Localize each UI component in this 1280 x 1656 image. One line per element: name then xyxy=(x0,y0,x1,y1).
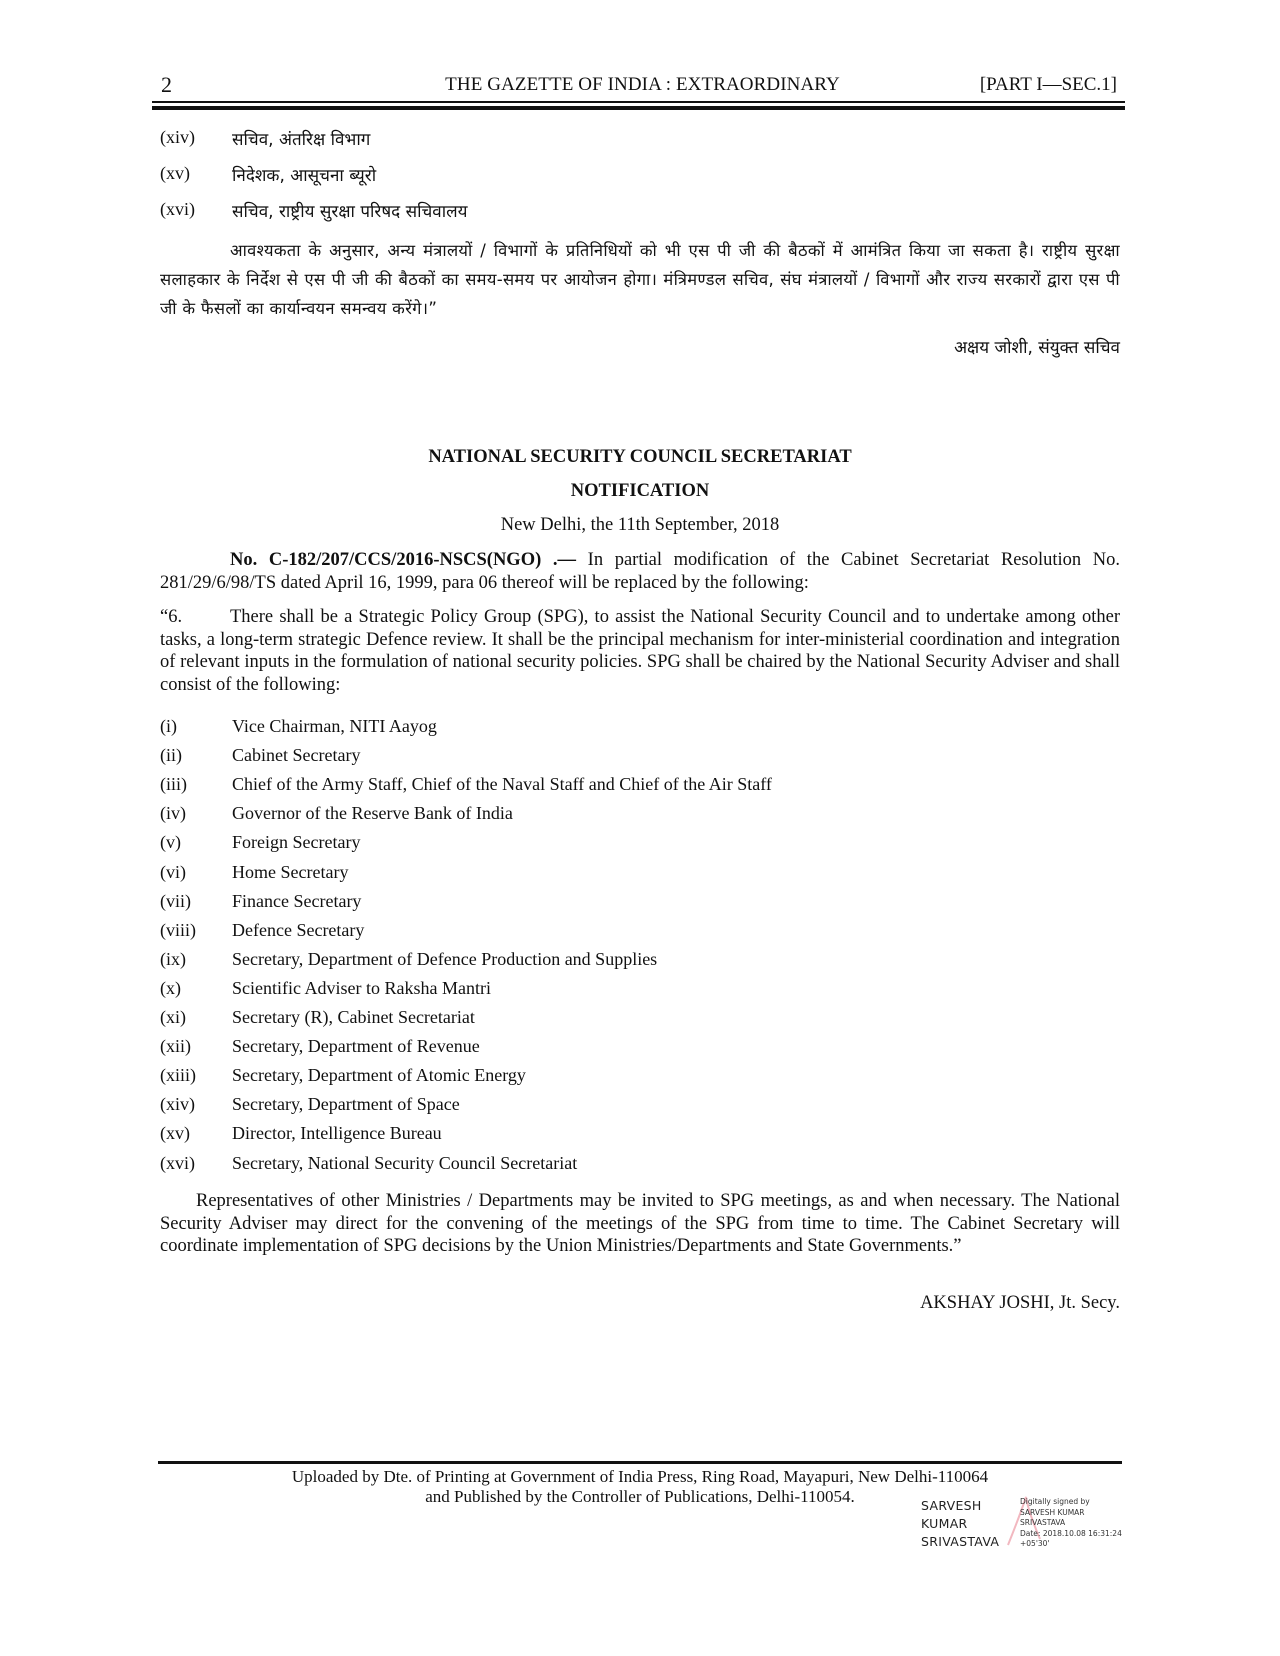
list-number: (x) xyxy=(160,977,181,998)
hindi-paragraph: आवश्यकता के अनुसार, अन्य मंत्रालयों / विभागों के प्रतिनिधियों को भी एस पी जी की बैठकों में आमंत्रित किया जा सकता है। राष्ट्रीय सुरक्षा सलाहकार के निर्देश से एस पी जी की बैठकों का समय-समय पर आयोजन होगा। मंत्रिमण्डल सचिव, संघ मंत्रालयों / विभागों और राज्य सरकारों द्वारा एस पी जी के फैसलों का कार्यान्वयन समन्वय करेंगे।” xyxy=(160,241,1120,318)
list-text: Home Secretary xyxy=(232,861,349,882)
page-header xyxy=(160,72,1125,98)
place-date: New Delhi, the 11th September, 2018 xyxy=(500,515,780,535)
list-number: (viii) xyxy=(160,919,196,940)
list-text: Foreign Secretary xyxy=(232,832,361,853)
page-number: 2 xyxy=(161,72,172,97)
list-text: Secretary, Department of Defence Production and Supplies xyxy=(232,948,658,969)
list-number: (xiii) xyxy=(160,1065,196,1086)
para-label: “6. xyxy=(160,607,183,627)
list-text: Secretary, National Security Council Secretariat xyxy=(232,1152,578,1173)
english-signature: AKSHAY JOSHI, Jt. Secy. xyxy=(920,1293,1120,1313)
list-number: (xvi) xyxy=(160,1152,195,1173)
list-text: Director, Intelligence Bureau xyxy=(232,1123,442,1144)
list-number: (xv) xyxy=(160,1123,190,1144)
signature-detail-line: Date: 2018.10.08 16:31:24 xyxy=(1020,1528,1122,1538)
list-number: (vii) xyxy=(160,890,191,911)
list-text: Secretary, Department of Space xyxy=(232,1094,460,1115)
list-number: (v) xyxy=(160,832,181,853)
footer-rule xyxy=(158,1461,1122,1464)
list-text: Cabinet Secretary xyxy=(232,745,361,766)
list-text: Secretary, Department of Revenue xyxy=(232,1036,480,1057)
signature-detail-line: Digitally signed by xyxy=(1020,1497,1090,1506)
list-number: (xvi) xyxy=(160,199,195,219)
list-text: Scientific Adviser to Raksha Mantri xyxy=(232,977,491,998)
department-heading: NATIONAL SECURITY COUNCIL SECRETARIAT xyxy=(428,447,852,467)
list-number: (ii) xyxy=(160,745,182,766)
list-text: Governor of the Reserve Bank of India xyxy=(232,803,513,824)
list-text: Chief of the Army Staff, Chief of the Naval Staff and Chief of the Air Staff xyxy=(232,774,772,795)
para-6 xyxy=(160,606,1120,696)
list-number: (xiv) xyxy=(160,1094,195,1115)
list-text: निदेशक, आसूचना ब्यूरो xyxy=(232,166,377,186)
signature-detail-line: SARVESH KUMAR xyxy=(1020,1507,1085,1517)
list-text: Vice Chairman, NITI Aayog xyxy=(232,716,437,736)
list-text: सचिव, राष्ट्रीय सुरक्षा परिषद सचिवालय xyxy=(232,202,468,222)
list-text: Secretary, Department of Atomic Energy xyxy=(232,1065,526,1086)
list-number: (iii) xyxy=(160,774,187,795)
list-text: Finance Secretary xyxy=(232,890,362,911)
gazette-title: THE GAZETTE OF INDIA : EXTRAORDINARY xyxy=(445,74,840,95)
list-number: (ix) xyxy=(160,948,186,969)
notification-intro xyxy=(160,549,1120,594)
signature-detail-line: +05'30' xyxy=(1020,1539,1050,1548)
header-rule-thick xyxy=(152,106,1125,110)
hindi-signature: अक्षय जोशी, संयुक्त सचिव xyxy=(954,338,1120,358)
list-number: (xv) xyxy=(160,163,190,183)
footer-line-1: Uploaded by Dte. of Printing at Government of India Press, Ring Road, Mayapuri, New Delhi-110064 xyxy=(291,1467,989,1486)
notification-heading: NOTIFICATION xyxy=(570,481,710,501)
intro-text: In partial modification of the Cabinet Secretariat Resolution No. 281/29/6/98/TS dated April 16, 1999, para 06 thereof will be replaced by the following: xyxy=(160,550,1120,593)
list-text: सचिव, अंतरिक्ष विभाग xyxy=(232,130,371,150)
signer-name-line: SARVESH xyxy=(921,1498,982,1513)
part-section-label: [PART I—SEC.1] xyxy=(979,74,1117,95)
list-number: (xii) xyxy=(160,1036,191,1057)
list-number: (vi) xyxy=(160,861,186,882)
closing-paragraph: Representatives of other Ministries / Departments may be invited to SPG meetings, as and when necessary. The National Security Adviser may direct for the convening of the meetings of the SPG from time to time. The Cabinet Secretary will coordinate implementation of SPG decisions by the Union Ministries/Departments and State Governments.” xyxy=(160,1191,1120,1256)
footer-line-2: and Published by the Controller of Publications, Delhi-110054. xyxy=(425,1487,855,1506)
list-text: Secretary (R), Cabinet Secretariat xyxy=(232,1007,475,1027)
list-number: (xi) xyxy=(160,1007,186,1027)
header-rule-thin xyxy=(152,101,1125,103)
reference-number: No. C-182/207/CCS/2016-NSCS(NGO) .— xyxy=(230,550,577,570)
signature-detail-line: SRIVASTAVA xyxy=(1020,1518,1066,1527)
list-number: (iv) xyxy=(160,803,186,824)
signer-name xyxy=(921,1497,999,1551)
para-text: There shall be a Strategic Policy Group (SPG), to assist the National Security Council and to undertake among other tasks, a long-term strategic Defence review. It shall be the principal mechanism for inter-ministerial coordination and integration of relevant inputs in the formulation of national security policies. SPG shall be chaired by the National Security Adviser and shall consist of the following: xyxy=(160,607,1120,695)
list-text: Defence Secretary xyxy=(232,919,365,940)
signer-name-line: KUMAR xyxy=(921,1516,968,1531)
signature-details xyxy=(1020,1497,1122,1550)
signer-name-line: SRIVASTAVA xyxy=(921,1534,1000,1549)
list-number: (i) xyxy=(160,716,177,736)
list-number: (xiv) xyxy=(160,127,195,147)
